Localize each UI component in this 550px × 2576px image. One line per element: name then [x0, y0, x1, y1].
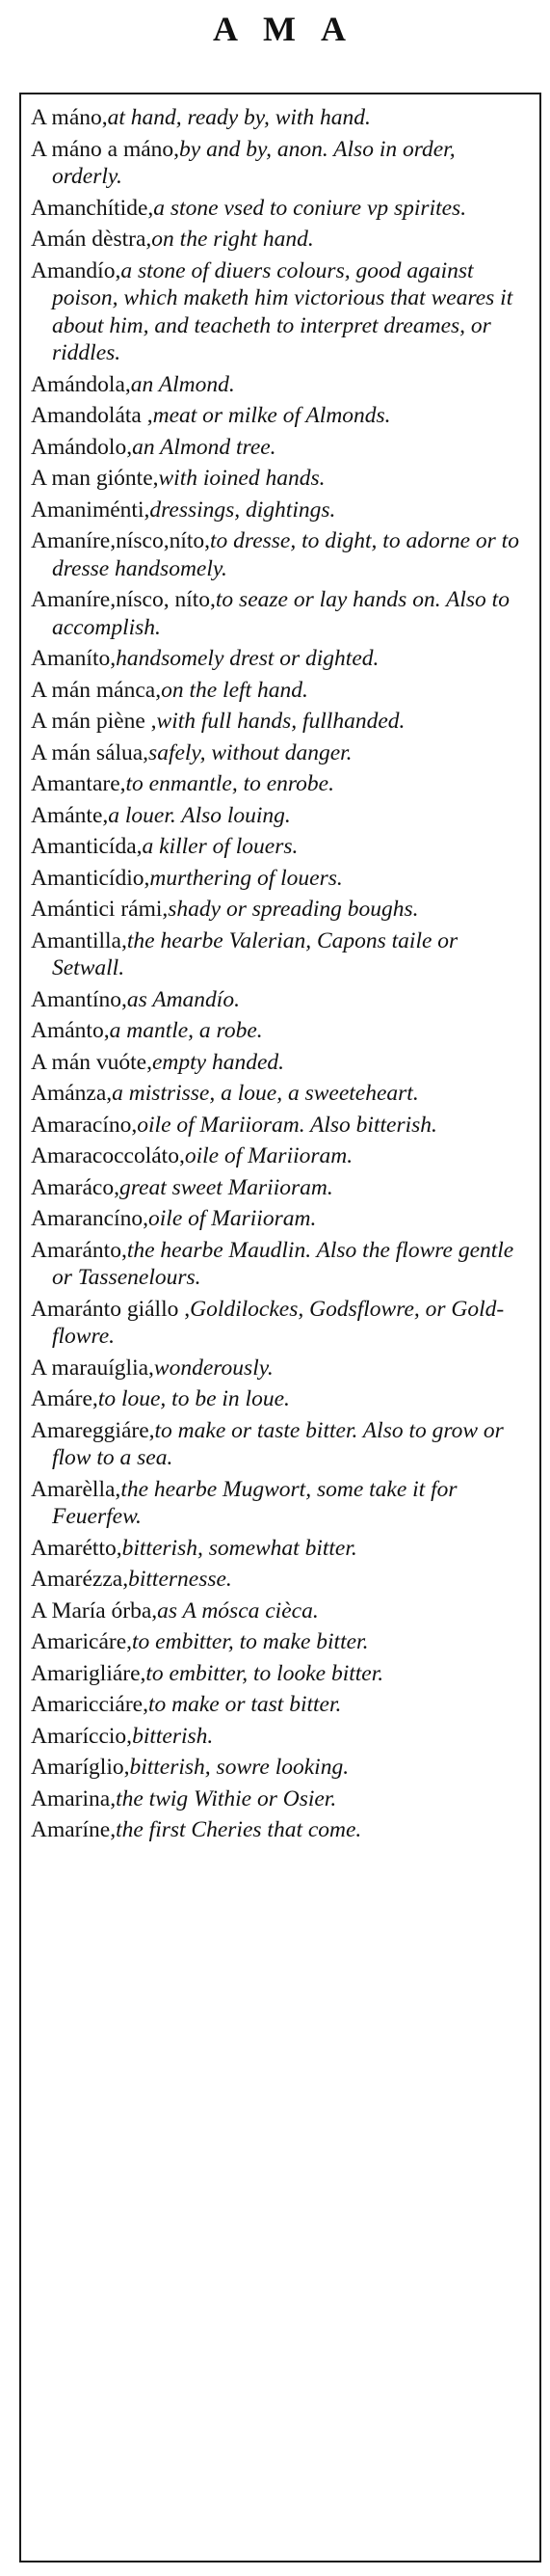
dictionary-entry [31, 927, 530, 982]
entry-headword: Amaníre,nísco,níto, [31, 528, 211, 553]
dictionary-entry [31, 1355, 530, 1382]
entry-definition: a mantle, a robe. [109, 1018, 263, 1043]
entry-headword: Amánte, [31, 802, 109, 828]
dictionary-entry [31, 802, 530, 830]
dictionary-entry [31, 1112, 530, 1140]
entry-headword: Amánto, [31, 1018, 110, 1043]
entry-definition: a mistrisse, a loue, a sweeteheart. [112, 1081, 419, 1106]
dictionary-entry [31, 434, 530, 462]
entry-definition: safely, without danger. [148, 739, 353, 765]
entry-definition: dressings, dightings. [149, 496, 336, 523]
dictionary-entry [31, 195, 530, 223]
entry-definition: to dresse, to dight, to adorne or to dresse handsomely. [52, 528, 519, 581]
entry-headword: A máno, [31, 105, 108, 130]
dictionary-entry [31, 527, 530, 582]
dictionary-entry [31, 465, 530, 493]
entry-definition: an Almond tree. [132, 434, 276, 460]
running-head: AMA [213, 10, 371, 48]
entry-headword: A man giónte, [31, 466, 159, 491]
dictionary-entry [31, 1417, 530, 1472]
entry-headword: Amaniménti, [31, 496, 150, 523]
entry-definition: murthering of louers. [149, 865, 343, 891]
entry-headword: Amarétto, [31, 1535, 122, 1561]
entry-headword: Amaránto giállo , [31, 1296, 191, 1322]
dictionary-entry [31, 986, 530, 1014]
entry-headword: Amarigliáre, [31, 1660, 146, 1686]
entry-headword: Amánza, [31, 1081, 113, 1106]
dictionary-entry [31, 586, 530, 641]
entry-definition: to embitter, to make bitter. [132, 1629, 369, 1654]
entry-headword: Amáre, [31, 1386, 98, 1411]
dictionary-entry [31, 1628, 530, 1656]
entry-headword: Amaricciáre, [31, 1692, 148, 1717]
dictionary-entry [31, 1535, 530, 1563]
dictionary-entry [31, 1385, 530, 1413]
dictionary-entry [31, 708, 530, 736]
entry-definition: at hand, ready by, with hand. [107, 105, 371, 130]
entry-headword: Amaríccio, [31, 1723, 133, 1749]
entry-headword: Amaníto, [31, 646, 117, 671]
entry-definition: oile of Mariioram. [184, 1143, 354, 1168]
entry-definition: an Almond. [130, 371, 235, 397]
entry-headword: A mán piène , [31, 709, 157, 734]
entry-headword: Amanticídio, [31, 865, 150, 891]
dictionary-entry [31, 677, 530, 705]
entry-definition: with ioined hands. [158, 466, 326, 491]
entry-definition: handsomely drest or dighted. [116, 646, 380, 671]
dictionary-entry [31, 371, 530, 399]
entry-definition: a louer. Also louing. [108, 802, 291, 828]
dictionary-entry [31, 645, 530, 673]
entry-definition: by and by, anon. Also in order, orderly. [52, 136, 456, 189]
entry-definition: the twig Withie or Osier. [116, 1785, 337, 1811]
entry-headword: Amaríne, [31, 1817, 117, 1842]
entry-headword: A mán mánca, [31, 677, 162, 703]
entry-definition: to make or tast bitter. [148, 1692, 342, 1717]
entry-definition: the hearbe Mugwort, some take it for Feuerfew. [52, 1476, 458, 1529]
entry-definition: oile of Mariioram. [148, 1206, 317, 1231]
dictionary-entry [31, 1174, 530, 1202]
entry-headword: A marauíglia, [31, 1355, 154, 1381]
entry-headword: Amaracíno, [31, 1112, 138, 1138]
entry-headword: A máno a máno, [31, 136, 180, 162]
entry-definition: great sweet Mariioram. [119, 1174, 333, 1200]
entry-headword: A mán sálua, [31, 739, 149, 765]
entry-definition: meat or milke of Almonds. [152, 403, 391, 428]
entry-headword: Amán dèstra, [31, 227, 152, 252]
entry-headword: Amaránto, [31, 1237, 127, 1263]
dictionary-entry [31, 1691, 530, 1719]
entry-definition: wonderously. [153, 1355, 274, 1381]
entry-list [31, 104, 530, 1848]
entry-headword: Amantare, [31, 771, 126, 796]
dictionary-entry [31, 402, 530, 430]
entry-definition: to loue, to be in loue. [97, 1386, 290, 1411]
dictionary-entry [31, 833, 530, 861]
entry-headword: Amandío, [31, 257, 121, 283]
entry-headword: Amarancíno, [31, 1206, 149, 1231]
dictionary-entry [31, 1237, 530, 1292]
dictionary-entry [31, 136, 530, 191]
dictionary-entry [31, 1049, 530, 1077]
entry-headword: Amándolo, [31, 434, 133, 460]
entry-headword: Amarèlla, [31, 1476, 121, 1502]
entry-definition: bitterish, somewhat bitter. [121, 1535, 357, 1561]
dictionary-entry [31, 1017, 530, 1045]
dictionary-entry [31, 1205, 530, 1233]
dictionary-entry [31, 226, 530, 254]
entry-definition: shady or spreading boughs. [168, 897, 419, 922]
entry-headword: Amantíno, [31, 986, 127, 1012]
dictionary-entry [31, 1754, 530, 1782]
dictionary-entry [31, 1660, 530, 1688]
dictionary-entry [31, 496, 530, 524]
dictionary-entry [31, 1816, 530, 1844]
dictionary-entry [31, 1566, 530, 1594]
entry-headword: Amarézza, [31, 1567, 129, 1592]
entry-headword: A María órba, [31, 1597, 158, 1623]
entry-definition: the hearbe Maudlin. Also the flowre gentle or Tassenelours. [52, 1237, 514, 1290]
entry-definition: on the left hand. [161, 677, 308, 703]
entry-definition: the hearbe Valerian, Capons taile or Setwall. [52, 927, 458, 980]
entry-headword: Amandoláta , [31, 403, 153, 428]
entry-definition: bitternesse. [128, 1567, 232, 1592]
dictionary-entry [31, 104, 530, 132]
entry-definition: with full hands, fullhanded. [156, 709, 406, 734]
dictionary-entry [31, 770, 530, 798]
entry-definition: Goldilockes, Godsflowre, or Gold-flowre. [52, 1296, 505, 1349]
page-header [19, 0, 539, 62]
dictionary-entry [31, 739, 530, 767]
entry-headword: Amaníre,nísco, níto, [31, 587, 216, 612]
dictionary-entry [31, 865, 530, 893]
entry-definition: on the right hand. [151, 227, 314, 252]
dictionary-entry [31, 1080, 530, 1108]
entry-definition: to make or taste bitter. Also to grow or flow to a sea. [52, 1417, 504, 1470]
dictionary-entry [31, 1142, 530, 1170]
entry-definition: a killer of louers. [142, 834, 299, 859]
entry-headword: A mán vuóte, [31, 1049, 152, 1075]
dictionary-entry [31, 1296, 530, 1351]
entry-headword: Amarina, [31, 1785, 117, 1811]
entry-headword: Amaracoccoláto, [31, 1143, 185, 1168]
entry-headword: Amanchítide, [31, 195, 154, 221]
dictionary-entry [31, 896, 530, 924]
entry-headword: Amaríglio, [31, 1755, 130, 1780]
entry-definition: a stone vsed to coniure vp spirites. [153, 195, 467, 221]
dictionary-entry [31, 1723, 530, 1751]
entry-definition: the first Cheries that come. [116, 1817, 362, 1842]
entry-definition: empty handed. [151, 1049, 285, 1075]
entry-headword: Amantilla, [31, 927, 127, 953]
entry-headword: Amaráco, [31, 1174, 119, 1200]
entry-definition: as A mósca cièca. [157, 1597, 319, 1623]
entry-headword: Amareggiáre, [31, 1417, 155, 1443]
entry-definition: to seaze or lay hands on. Also to accomplish. [52, 587, 510, 640]
entry-headword: Amántici rámi, [31, 897, 169, 922]
entry-definition: to embitter, to looke bitter. [145, 1660, 384, 1686]
entry-definition: as Amandío. [126, 986, 240, 1012]
entry-definition: bitterish. [132, 1723, 214, 1749]
entry-definition: oile of Mariioram. Also bitterish. [137, 1112, 437, 1138]
entry-headword: Amándola, [31, 371, 131, 397]
dictionary-entry [31, 1597, 530, 1625]
dictionary-entry [31, 257, 530, 367]
entry-definition: to enmantle, to enrobe. [125, 771, 334, 796]
entry-headword: Amanticída, [31, 834, 143, 859]
dictionary-entry [31, 1476, 530, 1531]
entry-headword: Amaricáre, [31, 1629, 133, 1654]
entry-definition: bitterish, sowre looking. [129, 1755, 350, 1780]
dictionary-entry [31, 1785, 530, 1813]
entry-definition: a stone of diuers colours, good against poison, which maketh him victorious that weares it about him, and teacheth to interpret dreames, or riddles. [52, 257, 513, 365]
